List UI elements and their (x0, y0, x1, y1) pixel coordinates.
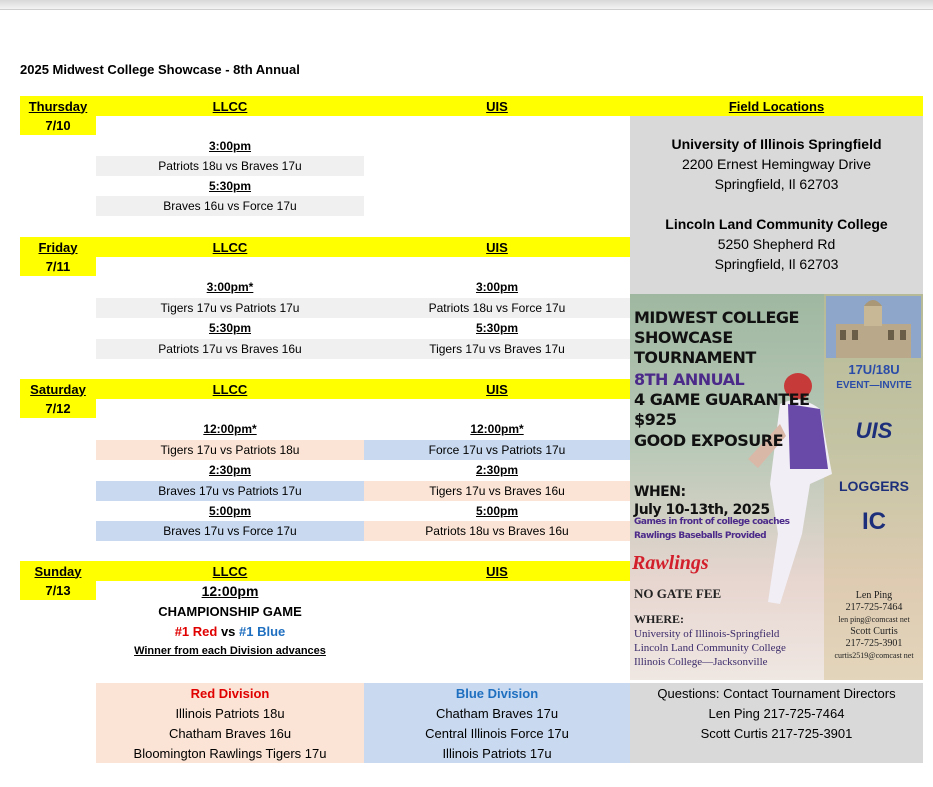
poster-line: GOOD EXPOSURE (634, 431, 784, 450)
game-matchup: Braves 16u vs Force 17u (96, 196, 364, 216)
poster-where-2: Lincoln Land Community College (634, 642, 786, 654)
game-matchup: Patriots 18u vs Force 17u (364, 298, 630, 318)
location-name: University of Illinois Springfield (671, 136, 882, 152)
window-top-bar (0, 0, 933, 10)
poster-when-note: Games in front of college coaches (634, 517, 790, 527)
contact-1 (826, 590, 922, 662)
date-thursday: 7/10 (20, 116, 96, 135)
field-locations-panel (630, 116, 923, 294)
division-team: Central Illinois Force 17u (425, 726, 569, 741)
poster-no-gate-fee: NO GATE FEE (634, 586, 722, 601)
uis-logo: UIS (855, 418, 893, 443)
division-team: Illinois Patriots 18u (175, 706, 285, 721)
game-matchup: Tigers 17u vs Braves 16u (364, 481, 630, 501)
poster-where-label: WHERE: (634, 612, 685, 626)
capitol-building-illustration (826, 296, 921, 358)
location-city: Springfield, Il 62703 (714, 256, 839, 272)
game-time: 3:00pm (208, 139, 252, 153)
header-llcc: LLCC (96, 96, 364, 116)
game-time: 5:30pm (208, 321, 252, 335)
poster-when-note: Rawlings Baseballs Provided (634, 531, 767, 541)
contact-name: Len Ping (855, 590, 893, 601)
header-field-locations: Field Locations (630, 96, 923, 116)
game-time: 2:30pm (475, 463, 519, 477)
loggers-logo: LOGGERS (838, 478, 909, 494)
header-llcc: LLCC (96, 561, 364, 581)
page-title: 2025 Midwest College Showcase - 8th Annual (20, 62, 300, 77)
location-name: Lincoln Land Community College (665, 216, 888, 232)
contact-line: Scott Curtis 217-725-3901 (700, 726, 853, 741)
division-team: Chatham Braves 16u (168, 726, 292, 741)
contact-line: Len Ping 217-725-7464 (708, 706, 845, 721)
tournament-poster (630, 294, 923, 680)
division-team: Bloomington Rawlings Tigers 17u (133, 746, 327, 761)
championship-time: 12:00pm (201, 583, 259, 599)
day-saturday: Saturday (20, 379, 96, 399)
game-time: 12:00pm* (470, 422, 524, 436)
game-time: 12:00pm* (203, 422, 257, 436)
header-uis: UIS (364, 379, 630, 399)
poster-event-type: EVENT—INVITE (836, 380, 912, 391)
blue-division-panel (364, 683, 630, 763)
poster-when-dates: July 10-13th, 2025 (634, 502, 770, 518)
poster-line: MIDWEST COLLEGE (634, 308, 799, 327)
red-division-panel (96, 683, 364, 763)
poster-when-label: WHEN: (634, 484, 686, 500)
location-city: Springfield, Il 62703 (714, 176, 839, 192)
header-uis: UIS (364, 561, 630, 581)
date-friday: 7/11 (20, 257, 96, 276)
blue-division-label: Blue Division (455, 686, 539, 701)
contact-email: len ping@comcast net (838, 615, 910, 624)
contact-panel (630, 683, 923, 763)
game-matchup: Tigers 17u vs Patriots 18u (96, 440, 364, 460)
poster-where-1: University of Illinois-Springfield (634, 628, 780, 640)
red-seed: #1 Red (174, 624, 218, 639)
day-thursday: Thursday (20, 96, 96, 116)
division-team: Chatham Braves 17u (435, 706, 559, 721)
header-uis: UIS (364, 237, 630, 257)
location-address: 5250 Shepherd Rd (717, 236, 836, 252)
game-matchup: Patriots 18u vs Braves 16u (364, 521, 630, 541)
game-matchup: Tigers 17u vs Patriots 17u (96, 298, 364, 318)
championship-label: CHAMPIONSHIP GAME (158, 604, 302, 619)
day-friday: Friday (20, 237, 96, 257)
day-sunday: Sunday (20, 561, 96, 581)
game-matchup: Braves 17u vs Patriots 17u (96, 481, 364, 501)
location-address: 2200 Ernest Hemingway Drive (681, 156, 872, 172)
poster-line: 4 GAME GUARANTEE (634, 390, 810, 409)
game-time: 2:30pm (208, 463, 252, 477)
poster-line: TOURNAMENT (634, 348, 756, 367)
rawlings-logo: Rawlings (632, 552, 709, 574)
poster-line: SHOWCASE (634, 328, 733, 347)
game-time: 5:30pm (208, 179, 252, 193)
header-llcc: LLCC (96, 237, 364, 257)
poster-where-3: Illinois College—Jacksonville (634, 656, 768, 668)
poster-line: $925 (634, 410, 677, 429)
game-matchup: Patriots 18u vs Braves 17u (96, 156, 364, 176)
poster-age-group: 17U/18U (848, 362, 900, 377)
vs-label: vs (220, 624, 236, 639)
game-matchup: Braves 17u vs Force 17u (96, 521, 364, 541)
championship-note: Winner from each Division advances (134, 645, 326, 657)
game-matchup: Patriots 17u vs Braves 16u (96, 339, 364, 359)
blue-seed: #1 Blue (239, 624, 286, 639)
date-sunday: 7/13 (20, 581, 96, 600)
date-saturday: 7/12 (20, 399, 96, 418)
contact-phone: 217-725-7464 (845, 602, 903, 613)
contact-phone: 217-725-3901 (845, 638, 903, 649)
header-llcc: LLCC (96, 379, 364, 399)
red-division-label: Red Division (190, 686, 270, 701)
poster-line: 8TH ANNUAL (634, 370, 745, 389)
game-time: 3:00pm (475, 280, 519, 294)
game-time: 3:00pm* (206, 280, 254, 294)
game-time: 5:30pm (475, 321, 519, 335)
header-uis: UIS (364, 96, 630, 116)
contact-name: Scott Curtis (850, 626, 898, 637)
contact-label: Questions: Contact Tournament Directors (657, 686, 896, 701)
game-matchup: Force 17u vs Patriots 17u (364, 440, 630, 460)
division-team: Illinois Patriots 17u (442, 746, 552, 761)
game-time: 5:00pm (475, 504, 519, 518)
game-matchup: Tigers 17u vs Braves 17u (364, 339, 630, 359)
contact-email: curtis2519@comcast net (834, 651, 914, 660)
game-time: 5:00pm (208, 504, 252, 518)
ic-logo: IC (862, 508, 886, 535)
championship-matchup (96, 624, 364, 639)
